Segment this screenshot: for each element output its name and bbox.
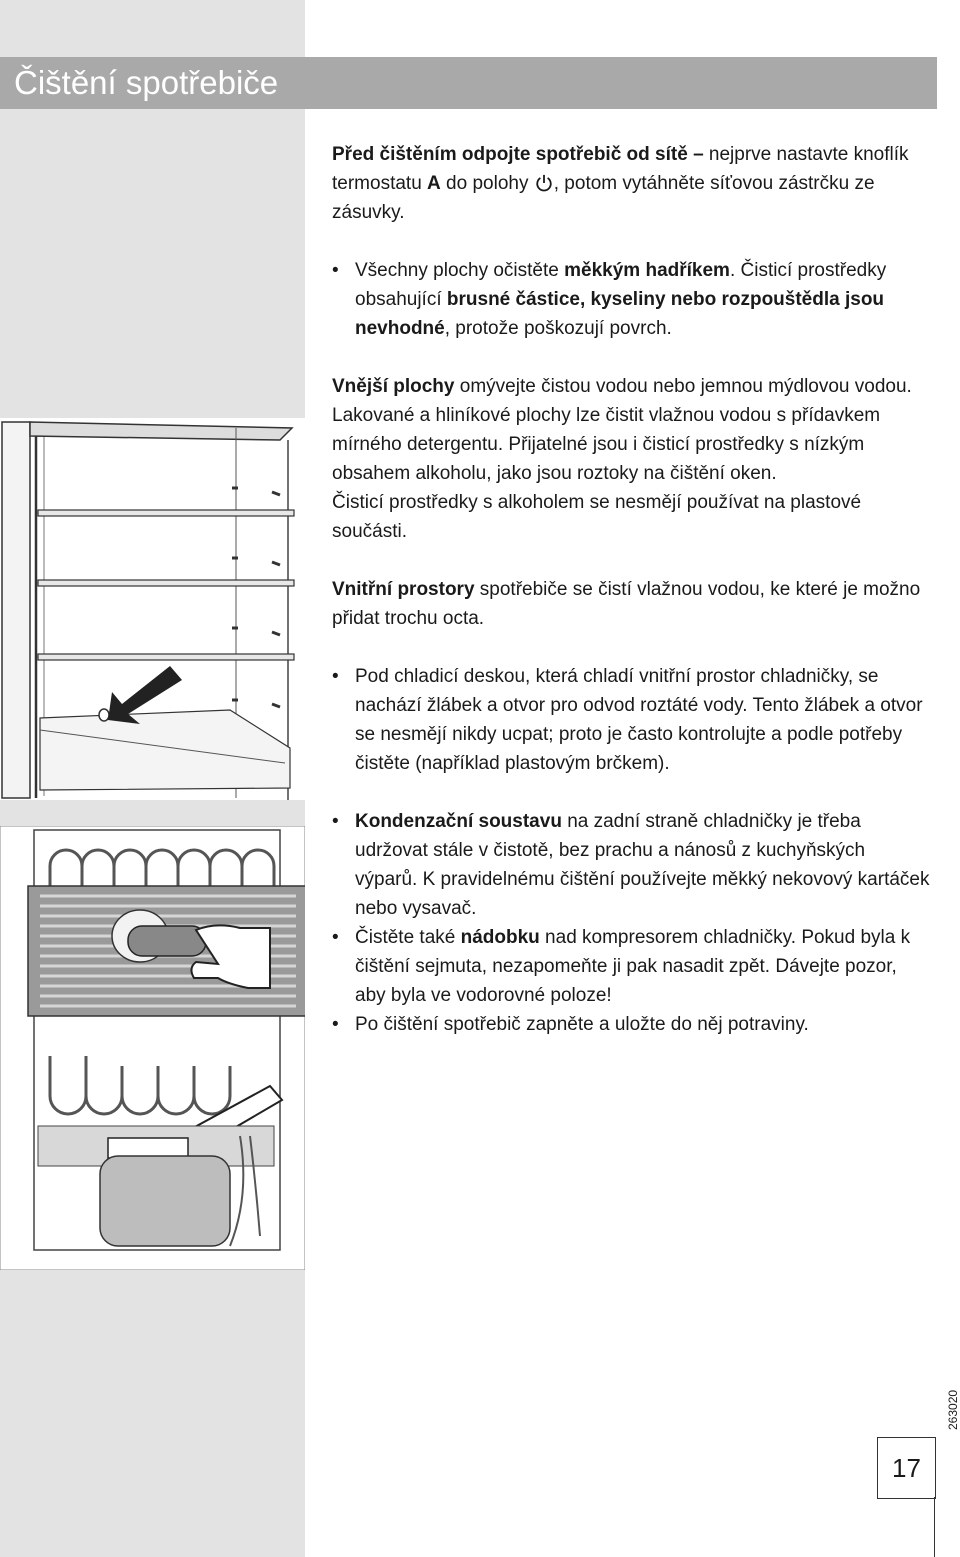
bullet-soft-text-1: Všechny plochy očistěte (355, 260, 565, 281)
bullet: • (332, 1014, 339, 1035)
page-number: 17 (877, 1437, 936, 1499)
outer-text-1: omývejte čistou vodou nebo jemnou mýdlovou vodou. (454, 376, 912, 397)
bullet: • (332, 811, 339, 832)
warning-paragraph (332, 140, 932, 227)
list-item (332, 807, 932, 923)
bullet-drain-text: Pod chladicí deskou, která chladí vnitřní prostor chladničky, se nachází žlábek a otvor pro odvod roztáté vody. Tento žlábek a otvor se nesmějí nikdy ucpat; proto je často kontrolujte a podle potřeby čistěte (například plastovým brčkem). (355, 666, 923, 774)
outer-text-3: Přijatelné jsou i čisticí prostředky s nízkým obsahem alkoholu, jako jsou roztoky na čištění oken. (332, 434, 865, 484)
bullet-condenser-bold: Kondenzační soustavu (355, 811, 562, 832)
warning-text-3: , potom vytáhněte síťovou zástrčku ze zásuvky. (332, 173, 875, 223)
warning-text-1: nejprve nastavte knoflík termostatu (332, 144, 909, 194)
outer-bold: Vnější plochy (332, 376, 455, 397)
bullet-condenser-text: na zadní straně chladničky je třeba udržovat stále v čistotě, bez prachu a nánosů z kuchyňských výparů. K pravidelnému čištění používejte měkký nekovový kartáček nebo vysavač. (355, 811, 930, 919)
bullet-tray-text-2: nad kompresorem chladničky. Pokud byla k čištění sejmuta, nezapomeňte ji pak nasadit zpět. Dávejte pozor, aby byla ve vodorovné poloze! (355, 927, 911, 1006)
bullet-soft-bold-1: měkkým hadříkem (564, 260, 730, 281)
warning-bold: Před čištěním odpojte spotřebič od sítě – (332, 144, 704, 165)
page-number-rule (934, 1497, 935, 1557)
power-symbol-icon (535, 174, 553, 192)
list-item (332, 1010, 932, 1039)
list-item (332, 923, 932, 1010)
bullet: • (332, 666, 339, 687)
inner-paragraph (332, 575, 932, 633)
bullet-after-text: Po čištění spotřebič zapněte a uložte do něj potraviny. (355, 1014, 809, 1035)
bullet-tray-bold: nádobku (460, 927, 540, 948)
content (332, 140, 932, 1039)
thermostat-letter: A (427, 173, 441, 194)
outer-surfaces-line-4 (332, 488, 932, 546)
inner-bold: Vnitřní prostory (332, 579, 475, 600)
bullet-tray-text-1: Čistěte také (355, 927, 461, 948)
bullet-soft-text-3: , protože poškozují povrch. (444, 318, 672, 339)
bullet: • (332, 927, 339, 948)
list-item (332, 256, 932, 343)
warning-text-2: do polohy (440, 173, 534, 194)
fridge-interior-illustration (0, 418, 305, 800)
bullet: • (332, 260, 339, 281)
document-code: 263020 (946, 1389, 960, 1430)
page-title: Čištění spotřebiče (14, 64, 279, 101)
bullet-soft-bold-2: brusné částice, kyseliny nebo rozpouštědla jsou nevhodné (355, 289, 885, 339)
bullet-soft-text-2: . Čisticí prostředky obsahující (355, 260, 887, 310)
outer-text-2: Lakované a hliníkové plochy lze čistit vlažnou vodou s přídavkem mírného detergentu. (332, 405, 881, 455)
outer-surfaces-line-2 (332, 401, 932, 488)
inner-text: spotřebiče se čistí vlažnou vodou, ke které je možno přidat trochu octa. (332, 579, 921, 629)
condenser-cleaning-illustration (0, 826, 305, 1270)
list-item (332, 662, 932, 778)
outer-surfaces-paragraph (332, 372, 932, 401)
outer-text-4: Čisticí prostředky s alkoholem se nesmějí používat na plastové součásti. (332, 492, 862, 542)
